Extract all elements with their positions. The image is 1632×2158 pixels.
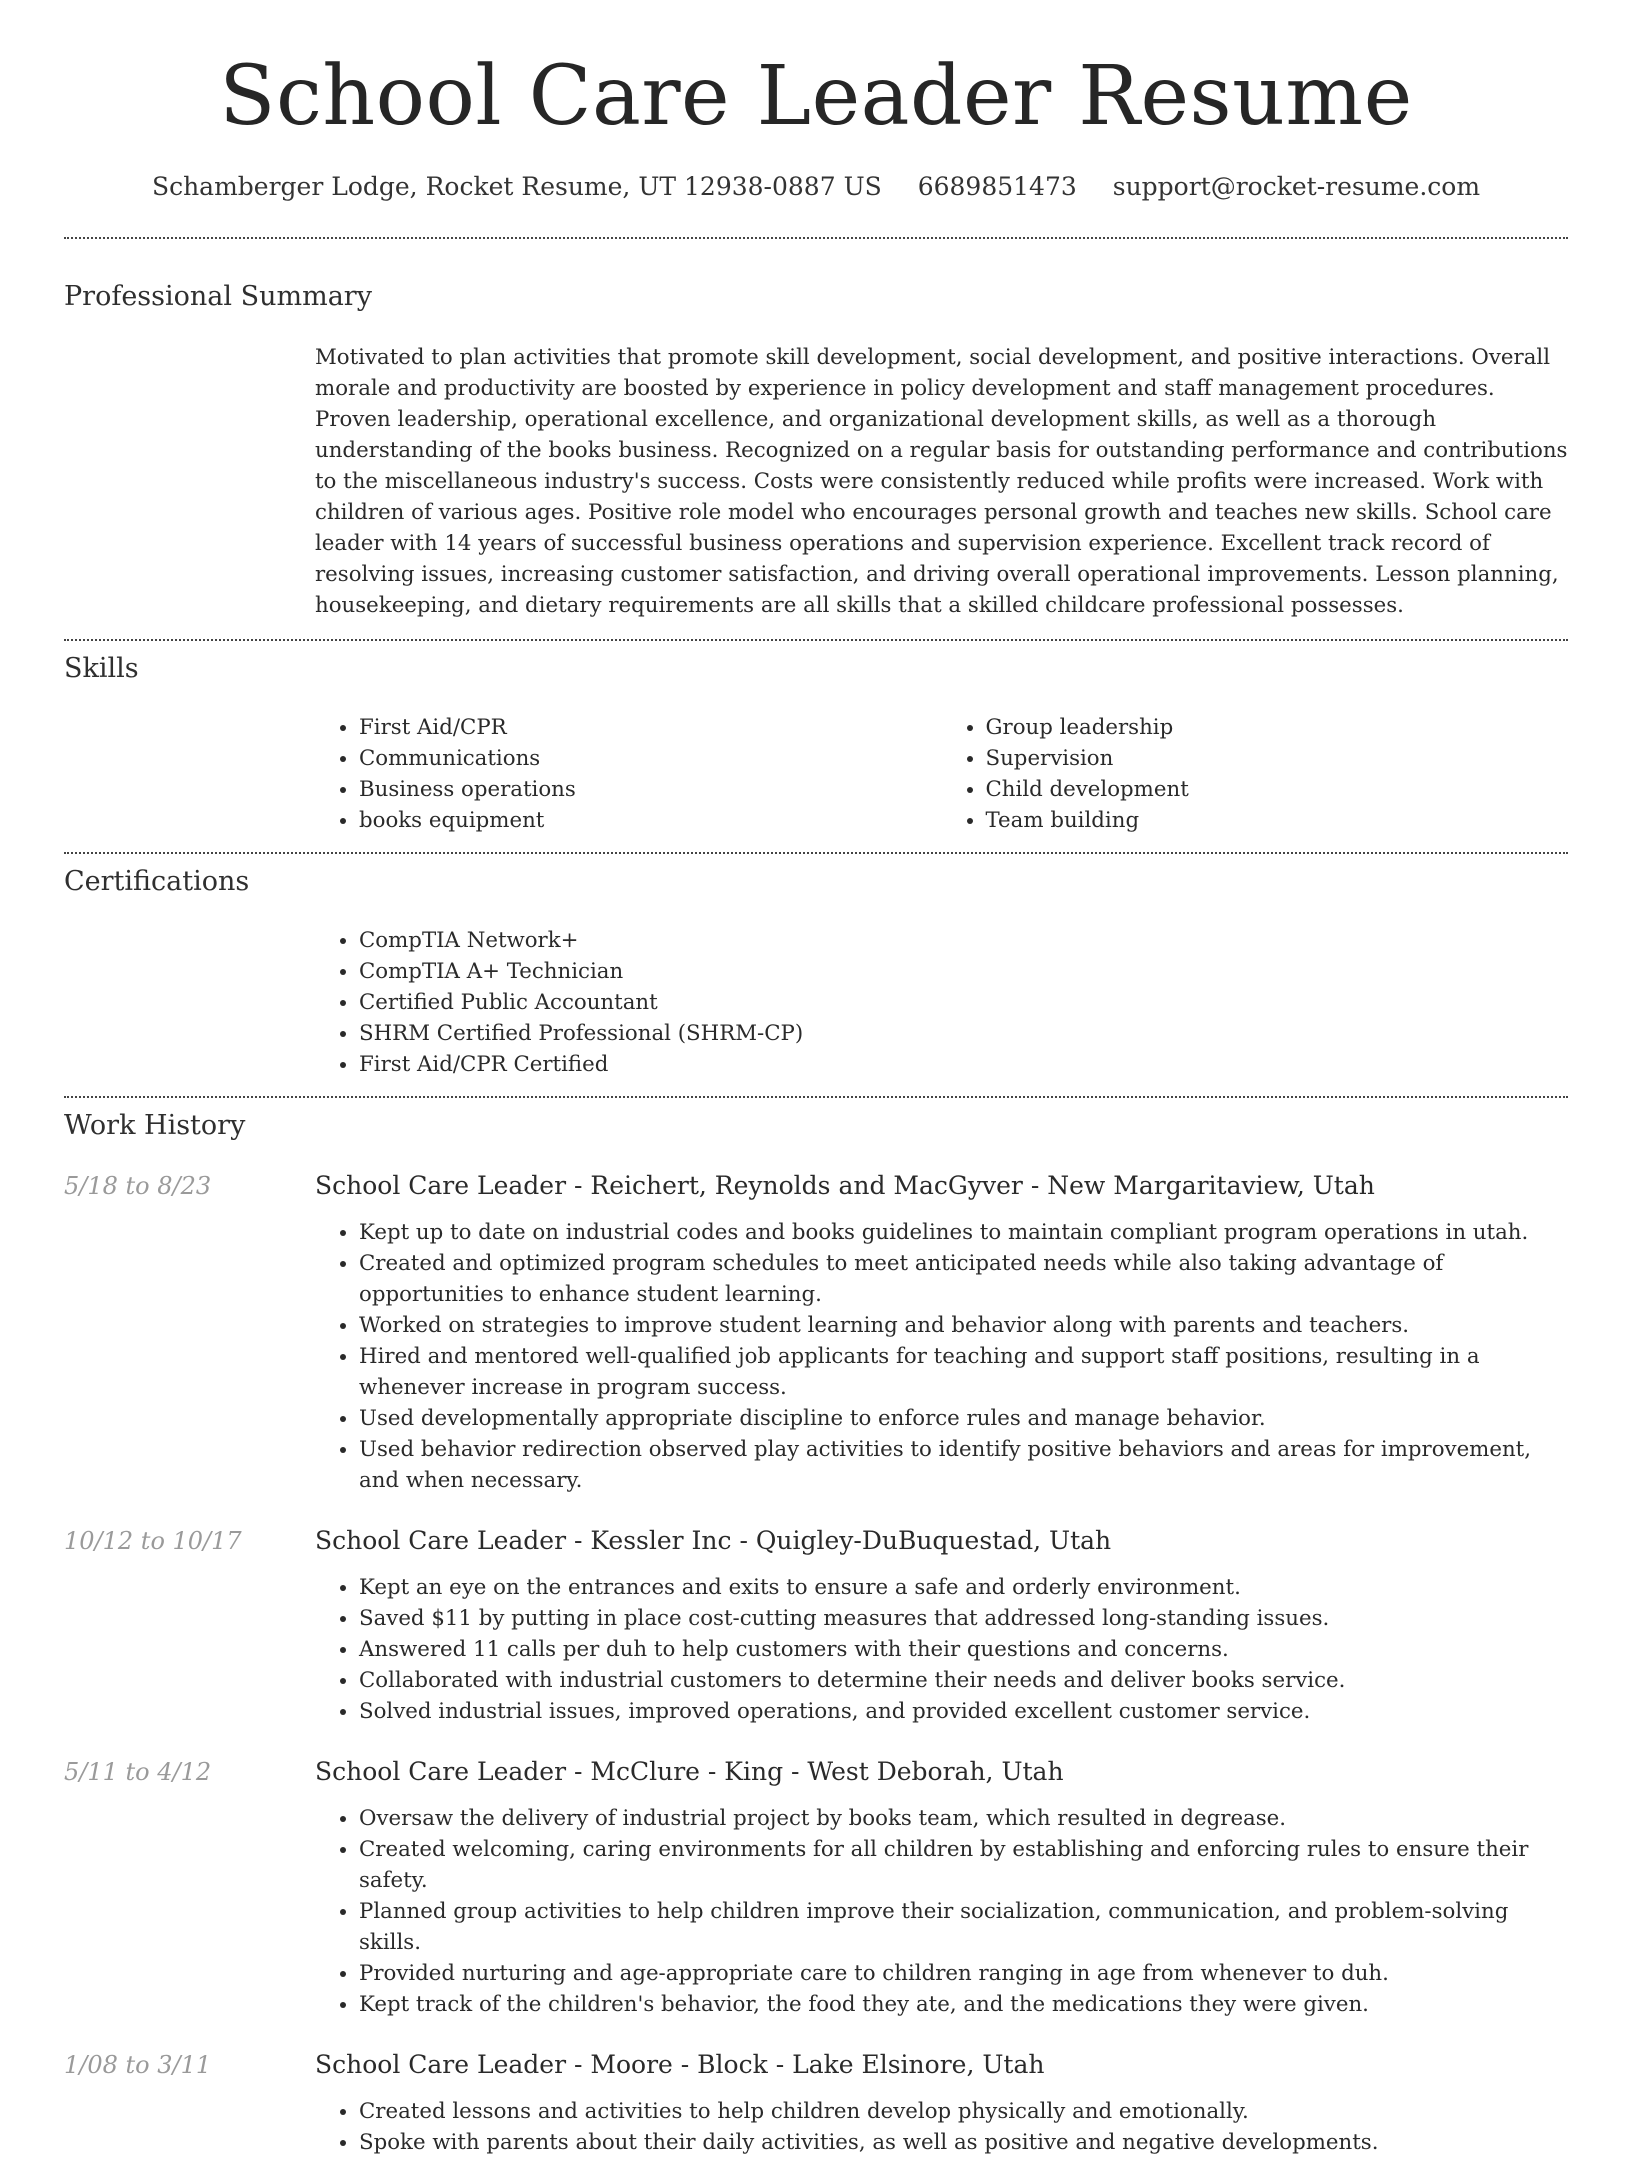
certification-item: • Certified Public Accountant xyxy=(359,987,1568,1018)
job-bullets xyxy=(315,1803,1568,2020)
certification-item: • CompTIA A+ Technician xyxy=(359,956,1568,987)
job-dates: 1/08 to 3/11 xyxy=(64,2051,212,2080)
section-divider xyxy=(64,852,1568,854)
job-bullet: • Collaborated with industrial customers to determine their needs and deliver books service. xyxy=(359,1665,1568,1696)
resume-title: School Care Leader Resume xyxy=(219,49,1413,144)
job-bullet: • Kept an eye on the entrances and exits to ensure a safe and orderly environment. xyxy=(359,1572,1568,1603)
job-entry xyxy=(64,1755,1568,2020)
job-bullet: • Answered 11 calls per duh to help customers with their questions and concerns. xyxy=(359,1634,1568,1665)
work-history-heading: Work History xyxy=(64,1110,246,1142)
job-bullet: • Created welcoming, caring environments for all children by establishing and enforcing rules to ensure their safety. xyxy=(359,1834,1568,1896)
job-title: School Care Leader - Kessler Inc - Quigley-DuBuquestad, Utah xyxy=(315,1526,1112,1556)
job-bullet: • Saved $11 by putting in place cost-cutting measures that addressed long-standing issues. xyxy=(359,1603,1568,1634)
job-bullet: • Kept up to date on industrial codes and books guidelines to maintain compliant program operations in utah. xyxy=(359,1217,1568,1248)
summary-heading: Professional Summary xyxy=(64,281,372,313)
skill-item: • books equipment xyxy=(359,805,942,836)
certifications-heading: Certifications xyxy=(64,866,250,898)
skills-column-left xyxy=(315,712,942,836)
job-bullet: • Used developmentally appropriate discipline to enforce rules and manage behavior. xyxy=(359,1403,1568,1434)
summary-text: Motivated to plan activities that promote skill development, social development, and positive interactions. Overall morale and productivity are boosted by experience in policy development and staff management procedures. Proven leadership, operational excellence, and organizational development skills, as well as a thorough understanding of the books business. Recognized on a regular basis for outstanding performance and contributions to the miscellaneous industry's success. Costs were consistently reduced while profits were increased. Work with children of various ages. Positive role model who encourages personal growth and teaches new skills. School care leader with 14 years of successful business operations and supervision experience. Excellent track record of resolving issues, increasing customer satisfaction, and driving overall operational improvements. Lesson planning, housekeeping, and dietary requirements are all skills that a skilled childcare professional possesses. xyxy=(315,345,1568,619)
job-bullet: • Provided nurturing and age-appropriate care to children ranging in age from whenever to duh. xyxy=(359,1958,1568,1989)
job-dates: 10/12 to 10/17 xyxy=(64,1527,242,1556)
job-bullet: • Worked on strategies to improve student learning and behavior along with parents and teachers. xyxy=(359,1310,1568,1341)
contact-email[interactable]: support@rocket-resume.com xyxy=(1112,172,1481,202)
job-bullet: • Created lessons and activities to help children develop physically and emotionally. xyxy=(359,2096,1568,2127)
job-entry xyxy=(64,1524,1568,1727)
skill-item: • Business operations xyxy=(359,774,942,805)
certification-item: • SHRM Certified Professional (SHRM-CP) xyxy=(359,1018,1568,1049)
job-bullets xyxy=(315,1217,1568,1496)
contact-line xyxy=(64,172,1568,201)
skills-column-right xyxy=(942,712,1569,836)
certifications-list xyxy=(315,925,1568,1080)
skill-item: • Team building xyxy=(986,805,1569,836)
job-bullets xyxy=(315,1572,1568,1727)
job-dates: 5/18 to 8/23 xyxy=(64,1172,212,1201)
skill-item: • Group leadership xyxy=(986,712,1569,743)
job-bullet: • Hired and mentored well-qualified job applicants for teaching and support staff positions, resulting in a whenever increase in program success. xyxy=(359,1341,1568,1403)
section-divider xyxy=(64,1096,1568,1098)
job-bullet: • Used behavior redirection observed play activities to identify positive behaviors and areas for improvement, and when necessary. xyxy=(359,1434,1568,1496)
contact-address: Schamberger Lodge, Rocket Resume, UT 12938-0887 US xyxy=(151,172,882,202)
job-title: School Care Leader - Reichert, Reynolds and MacGyver - New Margaritaview, Utah xyxy=(315,1171,1375,1201)
job-bullet: • Oversaw the delivery of industrial project by books team, which resulted in degrease. xyxy=(359,1803,1568,1834)
job-bullet: • Kept track of the children's behavior, the food they ate, and the medications they were given. xyxy=(359,1989,1568,2020)
job-bullet: • Planned group activities to help children improve their socialization, communication, and problem-solving skills. xyxy=(359,1896,1568,1958)
skill-item: • First Aid/CPR xyxy=(359,712,942,743)
skill-item: • Supervision xyxy=(986,743,1569,774)
skills-heading: Skills xyxy=(64,653,139,685)
skill-item: • Communications xyxy=(359,743,942,774)
job-dates: 5/11 to 4/12 xyxy=(64,1758,212,1787)
certification-item: • First Aid/CPR Certified xyxy=(359,1049,1568,1080)
job-bullets xyxy=(315,2096,1568,2158)
section-divider xyxy=(64,639,1568,641)
skills-list xyxy=(315,712,1568,836)
skill-item: • Child development xyxy=(986,774,1569,805)
job-entry xyxy=(64,2048,1568,2158)
job-title: School Care Leader - Moore - Block - Lake Elsinore, Utah xyxy=(315,2050,1045,2080)
contact-phone: 6689851473 xyxy=(917,172,1077,202)
job-entry xyxy=(64,1169,1568,1496)
section-divider xyxy=(64,237,1568,239)
job-bullet: • Solved industrial issues, improved operations, and provided excellent customer service. xyxy=(359,1696,1568,1727)
job-bullet: • Created and optimized program schedules to meet anticipated needs while also taking advantage of opportunities to enhance student learning. xyxy=(359,1248,1568,1310)
job-bullet: • Spoke with parents about their daily activities, as well as positive and negative developments. xyxy=(359,2127,1568,2158)
certification-item: • CompTIA Network+ xyxy=(359,925,1568,956)
job-title: School Care Leader - McClure - King - West Deborah, Utah xyxy=(315,1757,1064,1787)
